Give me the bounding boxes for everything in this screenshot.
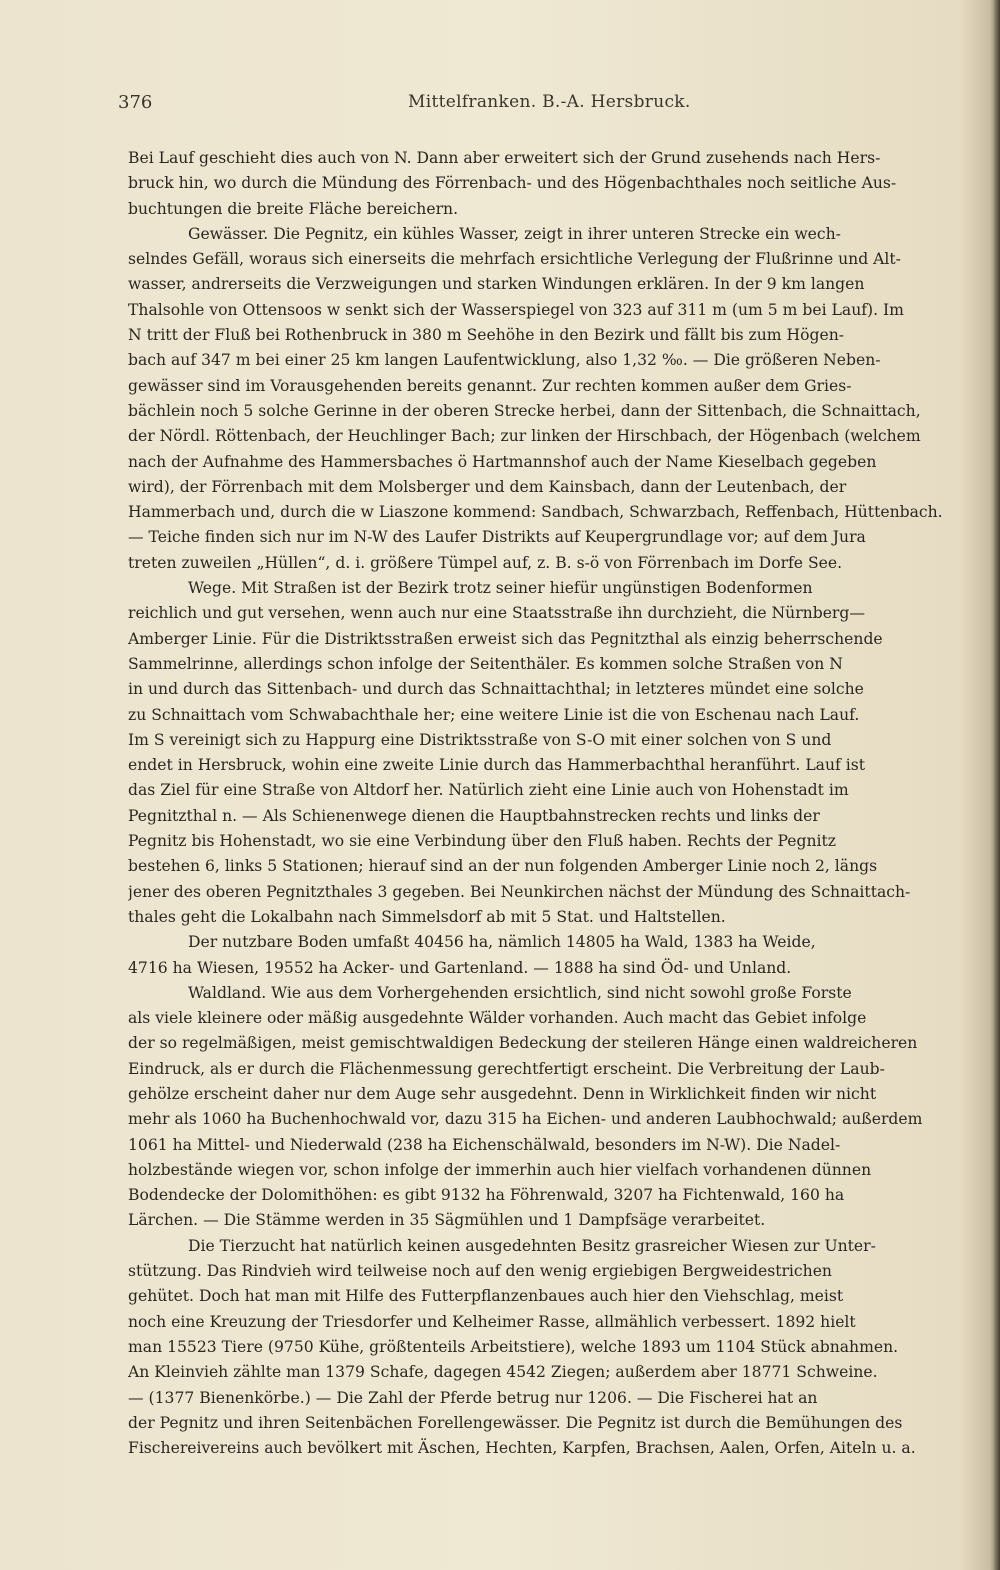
page-edge-shadow [994,0,1000,1570]
text-line: man 15523 Tiere (9750 Kühe, größtenteils Arbeitstiere), welche 1893 um 1104 Stück abnahmen. [128,1337,899,1356]
text-line: Bei Lauf geschieht dies auch von N. Dann aber erweitert sich der Grund zusehends nach Hers- [128,149,881,167]
text-line: Thalsohle von Ottensoos w senkt sich der Wasserspiegel von 323 auf 311 m (um 5 m bei Lauf). Im [128,300,904,319]
text-line: buchtungen die breite Fläche bereichern. [128,199,459,218]
body-text [128,146,980,1461]
text-line: stützung. Das Rindvieh wird teilweise noch auf den wenig ergiebigen Bergweidestrichen [128,1262,832,1281]
text-line: bestehen 6, links 5 Stationen; hierauf sind an der nun folgenden Amberger Linie noch 2, längs [128,857,878,876]
section-wege-line: Wege. Mit Straßen ist der Bezirk trotz seiner hiefür ungünstigen Bodenformen [188,579,813,598]
section-tierzucht-line: Die Tierzucht hat natürlich keinen ausgedehnten Besitz grasreicher Wiesen zur Unter- [188,1236,876,1255]
text-line: der Pegnitz und ihren Seitenbächen Forellengewässer. Die Pegnitz ist durch die Bemühungen des [128,1413,903,1432]
text-line: thales geht die Lokalbahn nach Simmelsdorf ab mit 5 Stat. und Haltstellen. [128,907,726,926]
text-line: — (1377 Bienenkörbe.) — Die Zahl der Pferde betrug nur 1206. — Die Fischerei hat an [128,1388,818,1407]
section-boden-line: Der nutzbare Boden umfaßt 40456 ha, nämlich 14805 ha Wald, 1383 ha Weide, [188,933,816,952]
running-title: Mittelfranken. B.-A. Hersbruck. [408,92,691,112]
text-line: Im S vereinigt sich zu Happurg eine Distriktsstraße von S-O mit einer solchen von S und [128,730,832,749]
text-line: endet in Hersbruck, wohin eine zweite Linie durch das Hammerbachthal heranführt. Lauf ist [128,756,865,775]
page-number: 376 [118,92,153,113]
text-line: Pegnitz bis Hohenstadt, wo sie eine Verbindung über den Fluß haben. Rechts der Pegnitz [128,832,836,851]
page-header [112,90,982,116]
text-line: in und durch das Sittenbach- und durch das Schnaittachthal; in letzteres mündet eine solche [128,680,864,699]
text-line: Fischereivereins auch bevölkert mit Äschen, Hechten, Karpfen, Brachsen, Aalen, Orfen, Aiteln u. a. [128,1439,916,1458]
text-line: jener des oberen Pegnitzthales 3 gegeben. Bei Neunkirchen nächst der Mündung des Schnaittach- [128,882,911,901]
section-waldland-line: Waldland. Wie aus dem Vorhergehenden ersichtlich, sind nicht sowohl große Forste [188,983,852,1002]
text-line: Bodendecke der Dolomithöhen: es gibt 9132 ha Föhrenwald, 3207 ha Fichtenwald, 160 ha [128,1186,845,1205]
text-line: Sammelrinne, allerdings schon infolge der Seitenthäler. Es kommen solche Straßen von N [128,654,843,673]
text-line: bruck hin, wo durch die Mündung des Förrenbach- und des Högenbachthales noch seitliche Aus- [128,174,897,193]
text-line: noch eine Kreuzung der Triesdorfer und Kelheimer Rasse, allmählich verbessert. 1892 hielt [128,1312,856,1331]
section-gewaesser-line: Gewässer. Die Pegnitz, ein kühles Wasser, zeigt in ihrer unteren Strecke ein wech- [188,224,841,243]
text-line: Eindruck, als er durch die Flächenmessung gerechtfertigt erscheint. Die Verbreitung der Laub- [128,1059,885,1078]
text-line: gehütet. Doch hat man mit Hilfe des Futterpflanzenbaues auch hier den Viehschlag, meist [128,1287,844,1306]
text-line: als viele kleinere oder mäßig ausgedehnte Wälder vorhanden. Auch macht das Gebiet infolge [128,1009,867,1028]
text-line: bach auf 347 m bei einer 25 km langen Laufentwicklung, also 1,32 ‰. — Die größeren Neben- [128,351,881,370]
text-line: gewässer sind im Vorausgehenden bereits genannt. Zur rechten kommen außer dem Gries- [128,376,852,395]
text-line: selndes Gefäll, woraus sich einerseits die mehrfach ersichtliche Verlegung der Flußrinne und Alt- [128,250,901,269]
text-line: der Nördl. Röttenbach, der Heuchlinger Bach; zur linken der Hirschbach, der Högenbach (welchem [128,427,921,446]
text-line: An Kleinvieh zählte man 1379 Schafe, dagegen 4542 Ziegen; außerdem aber 18771 Schweine. [128,1363,878,1382]
text-line: N tritt der Fluß bei Rothenbruck in 380 m Seehöhe in den Bezirk und fällt bis zum Högen- [128,326,845,345]
text-line: reichlich und gut versehen, wenn auch nur eine Staatsstraße ihn durchzieht, die Nürnberg— [128,604,865,623]
text-line: nach der Aufnahme des Hammersbaches ö Hartmannshof auch der Name Kieselbach gegeben [128,452,877,471]
text-line: wird), der Förrenbach mit dem Molsberger und dem Kainsbach, dann der Leutenbach, der [128,477,847,496]
text-line: das Ziel für eine Straße von Altdorf her. Natürlich zieht eine Linie auch von Hohenstadt im [128,781,849,800]
text-line: Pegnitzthal n. — Als Schienenwege dienen die Hauptbahnstrecken rechts und links der [128,806,820,825]
text-line: Lärchen. — Die Stämme werden in 35 Sägmühlen und 1 Dampfsäge verarbeitet. [128,1211,766,1230]
text-line: Hammerbach und, durch die w Liaszone kommend: Sandbach, Schwarzbach, Reffenbach, Hüttenbach. [128,503,943,522]
text-line: — Teiche finden sich nur im N-W des Laufer Distrikts auf Keupergrundlage vor; auf dem Jura [128,528,866,547]
text-line: gehölze erscheint daher nur dem Auge sehr ausgedehnt. Denn in Wirklichkeit finden wir nicht [128,1084,877,1103]
text-line: der so regelmäßigen, meist gemischtwaldigen Bedeckung der steileren Hänge einen waldreicheren [128,1034,918,1053]
text-line: holzbestände wiegen vor, schon infolge der immerhin auch hier vielfach vorhandenen dünnen [128,1160,872,1179]
text-line: treten zuweilen „Hüllen“, d. i. größere Tümpel auf, z. B. s-ö von Förrenbach im Dorfe See. [128,553,843,572]
text-line: bächlein noch 5 solche Gerinne in der oberen Strecke herbei, dann der Sittenbach, die Schnaittach, [128,401,921,420]
text-line: zu Schnaittach vom Schwabachthale her; eine weitere Linie ist die von Eschenau nach Lauf. [128,705,860,724]
text-line: wasser, andrerseits die Verzweigungen und starken Windungen erklären. In der 9 km langen [128,275,865,294]
text-line: 4716 ha Wiesen, 19552 ha Acker- und Gartenland. — 1888 ha sind Öd- und Unland. [128,958,792,977]
text-line: mehr als 1060 ha Buchenhochwald vor, dazu 315 ha Eichen- und anderen Laubhochwald; außerdem [128,1110,923,1129]
text-line: 1061 ha Mittel- und Niederwald (238 ha Eichenschälwald, besonders im N-W). Die Nadel- [128,1135,841,1154]
text-line: Amberger Linie. Für die Distriktsstraßen erweist sich das Pegnitzthal als einzig beherrschende [128,629,883,648]
